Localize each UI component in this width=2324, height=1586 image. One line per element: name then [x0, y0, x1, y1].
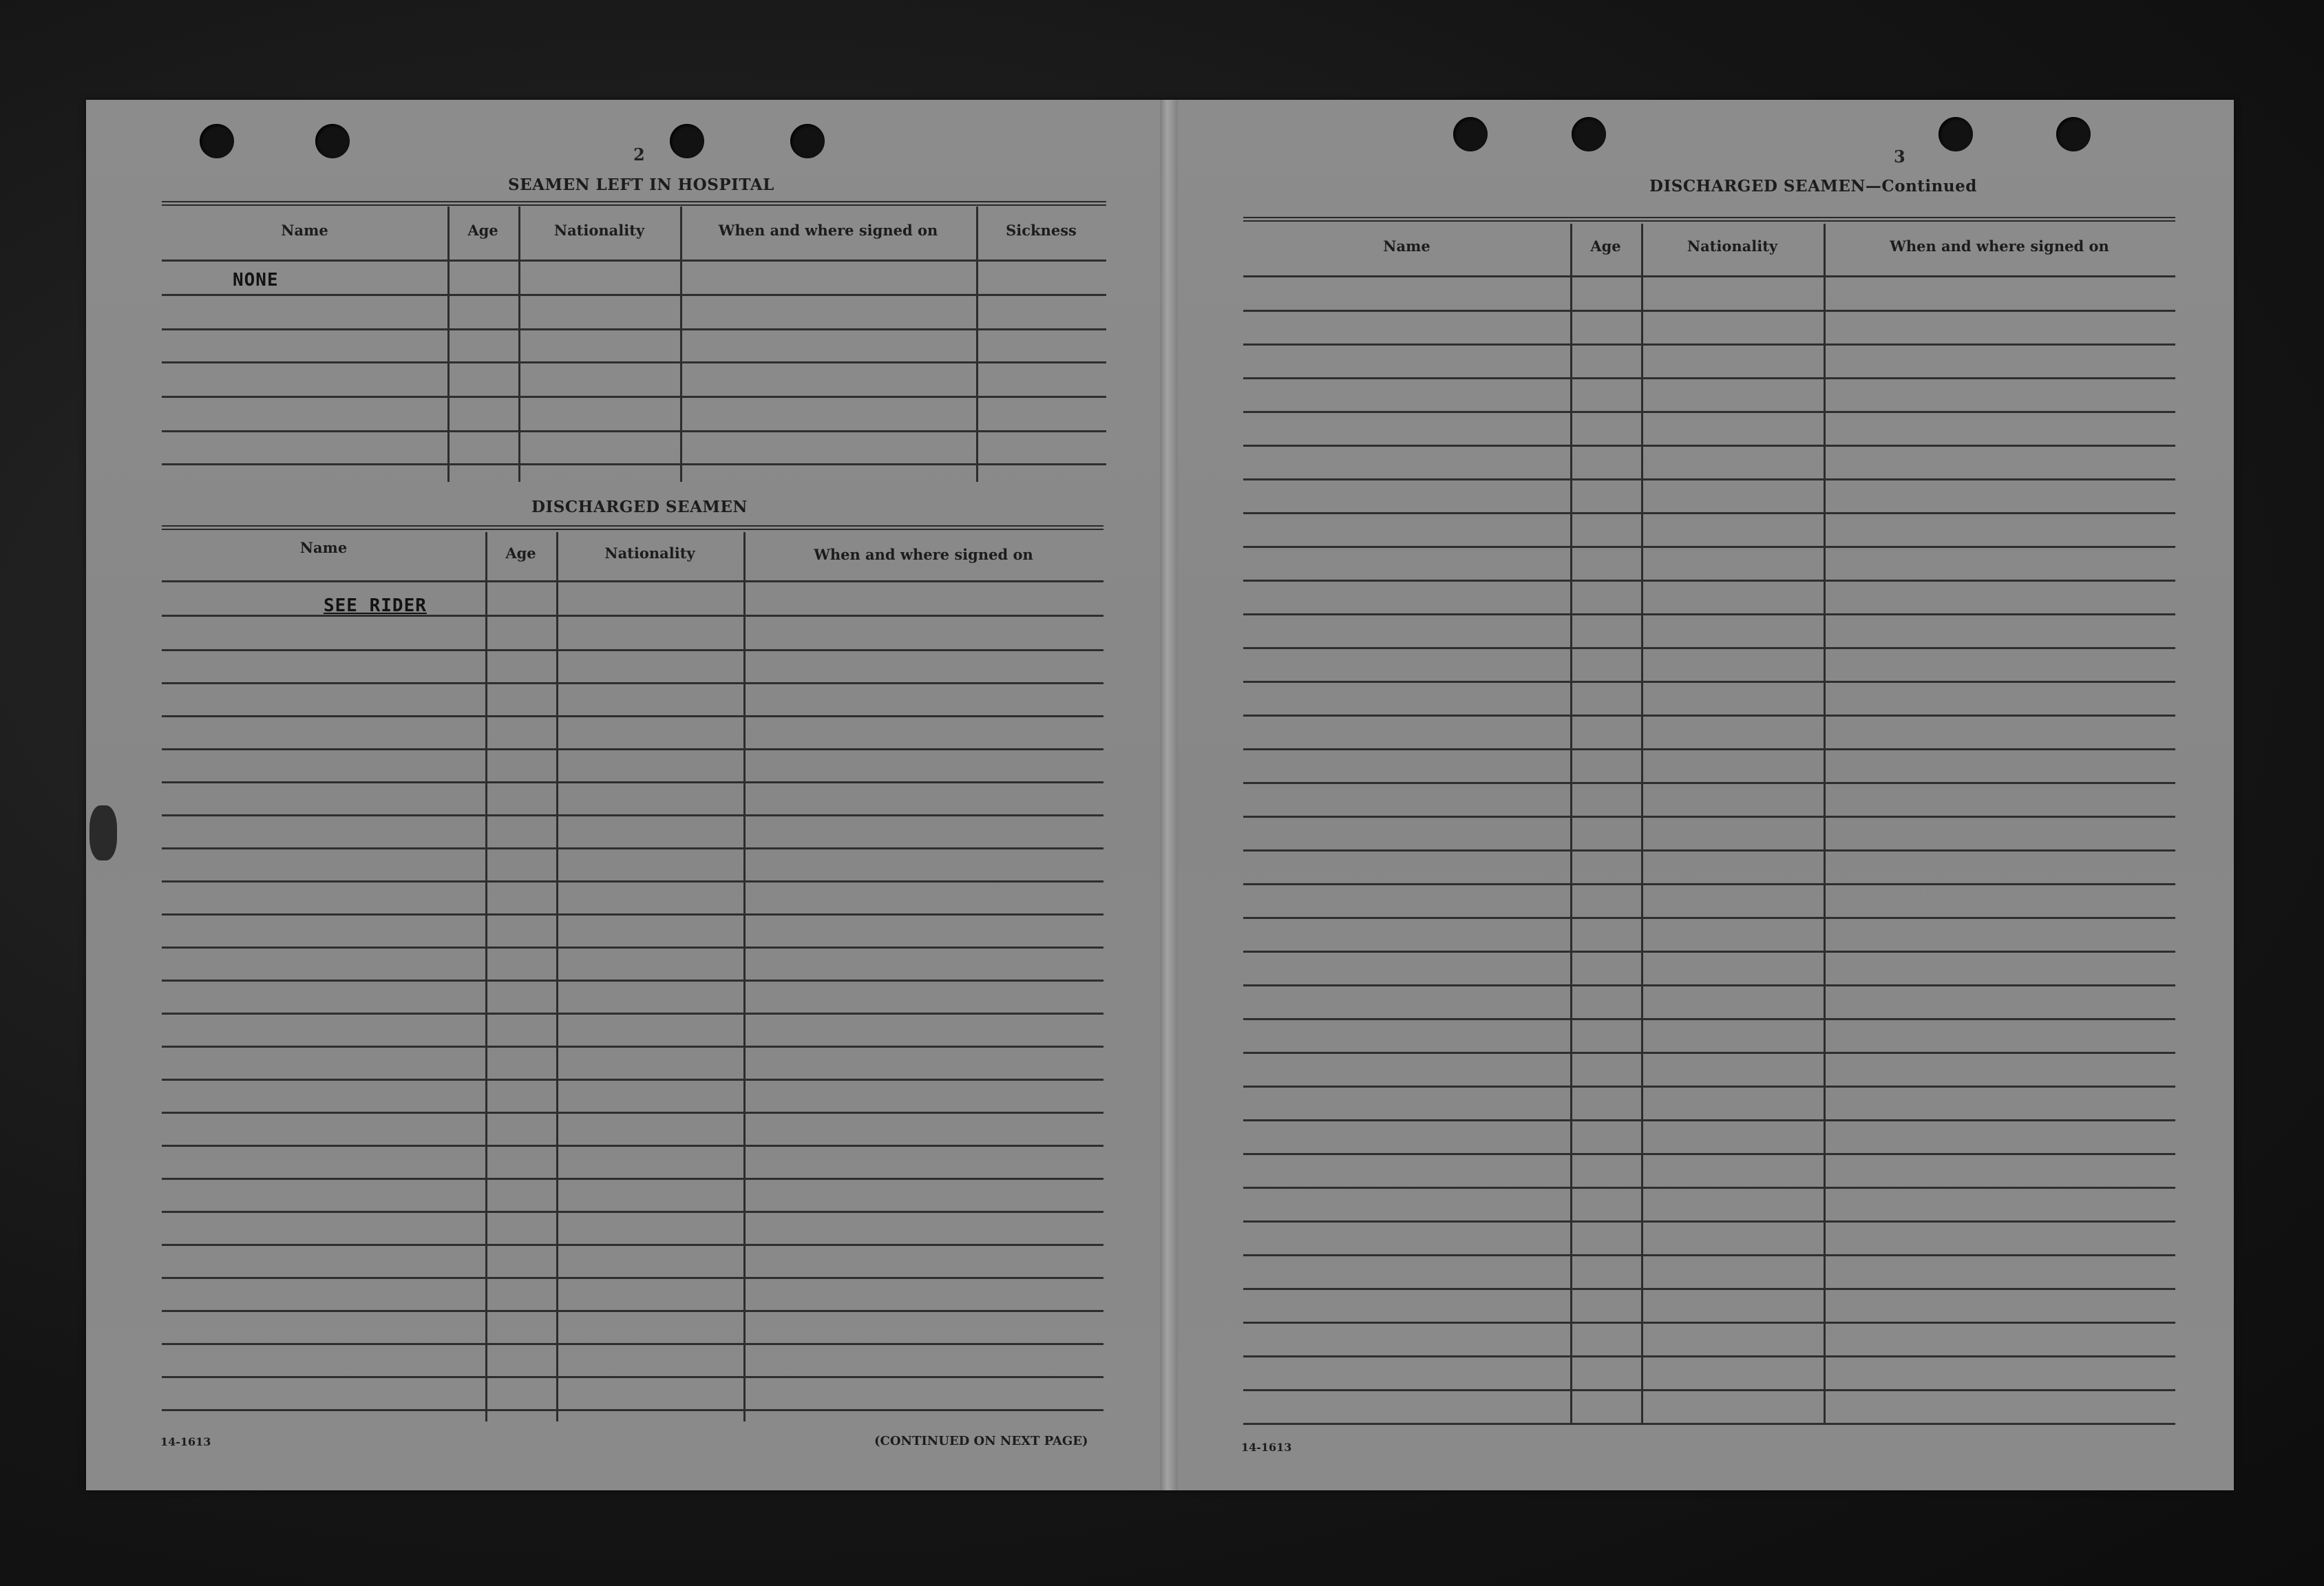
row-rule [1243, 1052, 2175, 1054]
row-rule [162, 1079, 1103, 1081]
typed-entry-see-rider: SEE RIDER [324, 595, 427, 616]
page-fold [1160, 100, 1178, 1490]
row-rule [162, 361, 1106, 363]
row-rule [1243, 1153, 2175, 1155]
row-rule [1243, 377, 2175, 379]
row-rule [162, 814, 1103, 816]
column-header: Age [505, 544, 536, 562]
continued-note: (CONTINUED ON NEXT PAGE) [874, 1434, 1088, 1448]
row-rule [1243, 917, 2175, 919]
column-header: When and where signed on [814, 546, 1033, 563]
row-rule [1243, 883, 2175, 885]
row-rule [162, 947, 1103, 949]
row-rule [162, 1112, 1103, 1114]
row-rule [1243, 1220, 2175, 1223]
row-rule [162, 260, 1106, 262]
row-rule [1243, 478, 2175, 480]
row-rule [1243, 613, 2175, 615]
row-rule [1243, 1322, 2175, 1324]
row-rule [1243, 445, 2175, 447]
column-divider [1570, 224, 1572, 1423]
row-rule [1243, 1254, 2175, 1256]
column-header: Nationality [604, 544, 695, 562]
row-rule [162, 1409, 1103, 1411]
column-header: Sickness [1006, 222, 1077, 239]
row-rule [1243, 681, 2175, 683]
row-rule [1243, 1355, 2175, 1357]
column-divider [447, 207, 450, 482]
column-divider [1824, 224, 1826, 1423]
row-rule [1243, 275, 2175, 277]
row-rule [162, 748, 1103, 750]
row-rule [1243, 512, 2175, 514]
page-number: 2 [633, 145, 645, 165]
row-rule [162, 781, 1103, 783]
row-rule [162, 913, 1103, 916]
column-header: Nationality [1687, 237, 1778, 255]
row-rule [162, 880, 1103, 882]
column-header: When and where signed on [1890, 237, 2109, 255]
row-rule [1243, 310, 2175, 312]
section-title-discharged: DISCHARGED SEAMEN [531, 498, 748, 516]
punch-hole [200, 124, 234, 158]
row-rule [1243, 580, 2175, 582]
row-rule [1243, 984, 2175, 986]
punch-hole [2056, 117, 2091, 151]
row-rule [1243, 411, 2175, 413]
table-top-rule [162, 525, 1103, 530]
discharged-continued-table [1243, 217, 2175, 1525]
row-rule [162, 1211, 1103, 1213]
table-top-rule [162, 201, 1106, 206]
row-rule [162, 1145, 1103, 1147]
row-rule [162, 294, 1106, 296]
column-divider [556, 532, 558, 1421]
row-rule [162, 1310, 1103, 1312]
row-rule [1243, 343, 2175, 346]
discharged-table [162, 525, 1103, 1530]
column-header: Name [299, 539, 348, 556]
row-rule [162, 328, 1106, 330]
row-rule [162, 580, 1103, 582]
page-number: 3 [1894, 147, 1905, 167]
section-title-hospital: SEAMEN LEFT IN HOSPITAL [508, 176, 774, 194]
row-rule [162, 396, 1106, 398]
column-divider [485, 532, 487, 1421]
typed-entry-none: NONE [233, 270, 279, 290]
row-rule [1243, 1018, 2175, 1020]
row-rule [162, 1013, 1103, 1015]
row-rule [162, 430, 1106, 432]
row-rule [1243, 1119, 2175, 1121]
row-rule [1243, 951, 2175, 953]
column-divider [680, 207, 682, 482]
row-rule [1243, 816, 2175, 818]
row-rule [162, 1046, 1103, 1048]
row-rule [1243, 546, 2175, 548]
form-number: 14-1613 [160, 1435, 211, 1448]
row-rule [162, 463, 1106, 465]
left-page [86, 100, 1160, 1490]
column-divider [976, 207, 978, 482]
column-divider [1641, 224, 1643, 1423]
column-header: Age [1590, 237, 1621, 255]
row-rule [1243, 849, 2175, 852]
column-divider [743, 532, 746, 1421]
row-rule [162, 1376, 1103, 1378]
row-rule [1243, 748, 2175, 750]
row-rule [1243, 1086, 2175, 1088]
punch-hole [790, 124, 825, 158]
row-rule [162, 1244, 1103, 1246]
punch-hole [1572, 117, 1606, 151]
column-header: Age [467, 222, 498, 239]
row-rule [1243, 782, 2175, 784]
row-rule [1243, 1423, 2175, 1425]
punch-hole [1939, 117, 1973, 151]
row-rule [1243, 1389, 2175, 1391]
form-number: 14-1613 [1241, 1441, 1292, 1454]
column-header: Name [281, 222, 328, 239]
row-rule [162, 1178, 1103, 1180]
document-sheet [86, 100, 2234, 1490]
row-rule [162, 649, 1103, 651]
column-header: Name [1383, 237, 1430, 255]
row-rule [1243, 1288, 2175, 1290]
row-rule [1243, 715, 2175, 717]
ink-smudge [89, 805, 117, 860]
table-top-rule [1243, 217, 2175, 222]
row-rule [1243, 647, 2175, 649]
row-rule [162, 1343, 1103, 1345]
row-rule [162, 682, 1103, 684]
punch-hole [670, 124, 704, 158]
section-title-discharged-continued: DISCHARGED SEAMEN—Continued [1649, 177, 1977, 195]
column-header: When and where signed on [718, 222, 938, 239]
punch-hole [315, 124, 350, 158]
row-rule [162, 980, 1103, 982]
column-divider [518, 207, 520, 482]
row-rule [162, 1277, 1103, 1279]
row-rule [162, 847, 1103, 849]
row-rule [162, 715, 1103, 717]
punch-hole [1453, 117, 1488, 151]
row-rule [1243, 1187, 2175, 1189]
right-page [1178, 100, 2234, 1490]
column-header: Nationality [553, 222, 645, 239]
row-rule [162, 615, 1103, 617]
